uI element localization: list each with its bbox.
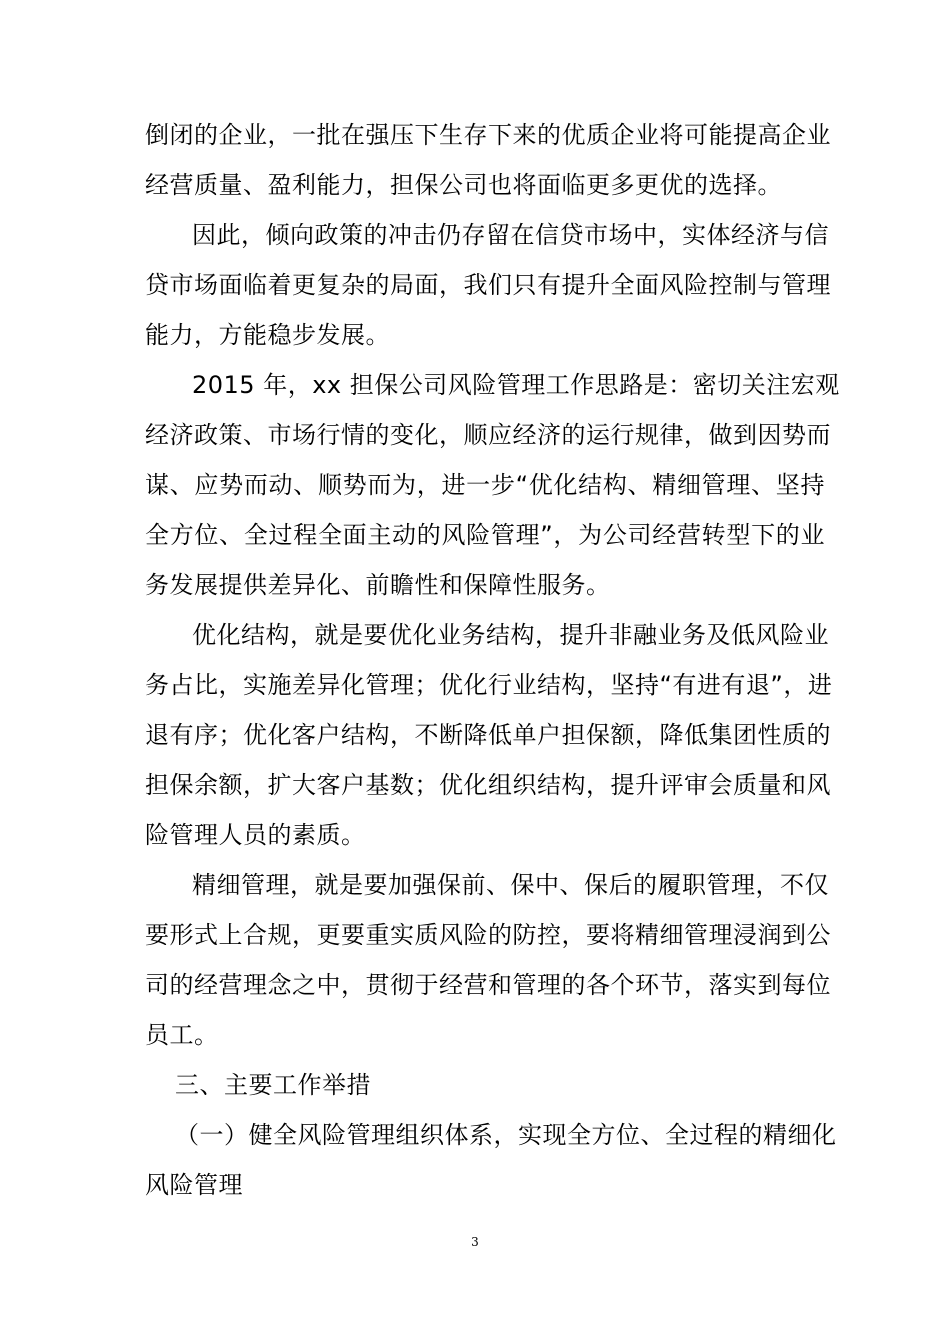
paragraph-first-line: 因此，倾向政策的冲击仍存留在信贷市场中，实体经济与信	[192, 221, 829, 249]
text-line: 退有序；优化客户结构，不断降低单户担保额，降低集团性质的	[145, 721, 831, 749]
text-line: 谋、应势而动、顺势而为，进一步“优化结构、精细管理、坚持	[145, 471, 825, 499]
subsection-heading: （一）健全风险管理组织体系，实现全方位、全过程的精细化	[175, 1121, 837, 1149]
text-line: 司的经营理念之中，贯彻于经营和管理的各个环节，落实到每位	[145, 971, 831, 999]
text-line: 经济政策、市场行情的变化，顺应经济的运行规律，做到因势而	[145, 421, 831, 449]
text-line: 务发展提供差异化、前瞻性和保障性服务。	[145, 571, 611, 599]
subsection-heading-continued: 风险管理	[145, 1171, 243, 1199]
text-line: 险管理人员的素质。	[145, 821, 366, 849]
paragraph-first-line: 2015 年，xx 担保公司风险管理工作思路是：密切关注宏观	[192, 371, 840, 399]
page-number: 3	[471, 1235, 479, 1249]
text-line: 务占比，实施差异化管理；优化行业结构，坚持“有进有退”，进	[145, 671, 833, 699]
text-line: 能力，方能稳步发展。	[145, 321, 390, 349]
text-line: 担保余额，扩大客户基数；优化组织结构，提升评审会质量和风	[145, 771, 831, 799]
text-line: 员工。	[145, 1021, 219, 1049]
text-line: 贷市场面临着更复杂的局面，我们只有提升全面风险控制与管理	[145, 271, 831, 299]
text-line: 要形式上合规，更要重实质风险的防控，要将精细管理浸润到公	[145, 921, 831, 949]
text-line: 全方位、全过程全面主动的风险管理”，为公司经营转型下的业	[145, 521, 825, 549]
text-line: 经营质量、盈利能力，担保公司也将面临更多更优的选择。	[145, 171, 782, 199]
paragraph-first-line: 优化结构，就是要优化业务结构，提升非融业务及低风险业	[192, 621, 829, 649]
paragraph-first-line: 精细管理，就是要加强保前、保中、保后的履职管理，不仅	[192, 871, 829, 899]
section-heading: 三、主要工作举措	[175, 1071, 371, 1099]
text-line: 倒闭的企业，一批在强压下生存下来的优质企业将可能提高企业	[145, 121, 831, 149]
